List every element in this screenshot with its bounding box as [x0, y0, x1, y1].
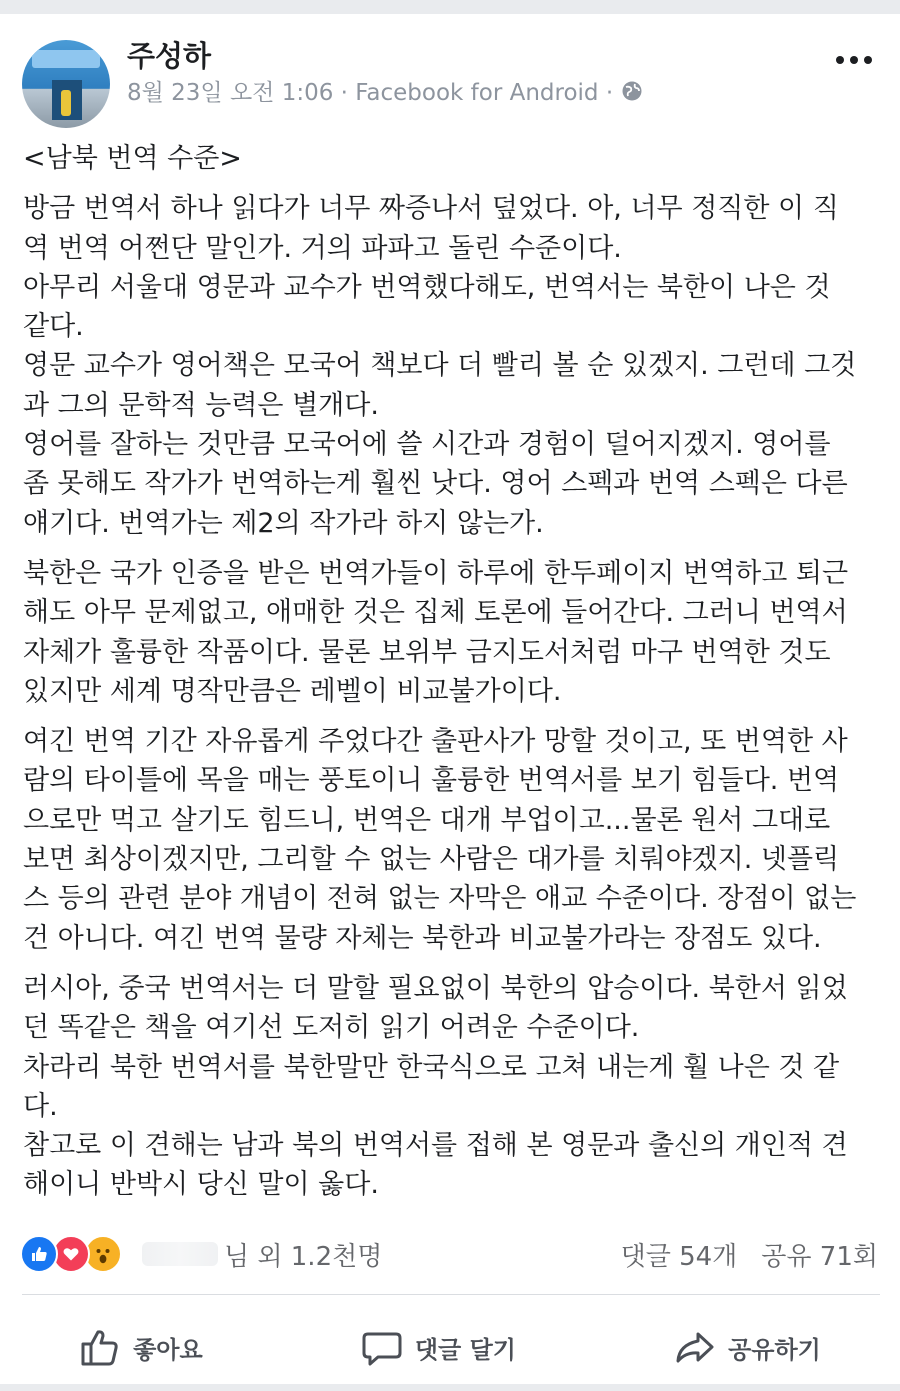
post-line: 해도 아무 문제없고, 애매한 것은 집체 토론에 들어간다. 그러니 번역서 [23, 597, 848, 629]
post-line: 보면 최상이겠지만, 그리할 수 없는 사람은 대가를 치뤄야겠지. 넷플릭 [23, 844, 840, 876]
reactors-text: 님 외 1.2천명 [224, 1241, 383, 1272]
share-label: 공유하기 [728, 1335, 821, 1364]
share-button[interactable] [674, 1326, 821, 1368]
share-count[interactable]: 공유 71회 [761, 1241, 878, 1272]
comment-count[interactable]: 댓글 54개 [620, 1241, 738, 1272]
post-line: 다. [23, 1090, 58, 1122]
post-title: <남북 번역 수준> [23, 143, 242, 174]
reactors-summary[interactable] [142, 1236, 382, 1272]
like-label: 좋아요 [133, 1335, 203, 1364]
speech-bubble-icon [361, 1326, 403, 1368]
post-line: 좀 못해도 작가가 번역하는게 훨씬 낫다. 영어 스펙과 번역 스펙은 다른 [23, 468, 848, 500]
divider [22, 1294, 880, 1295]
post-line: 방금 번역서 하나 읽다가 너무 짜증나서 덮었다. 아, 너무 정직한 이 직 [23, 193, 839, 225]
post-meta [127, 74, 643, 107]
post-line: 영문 교수가 영어책은 모국어 책보다 더 빨리 볼 순 있겠지. 그런데 그것 [23, 350, 857, 382]
more-dot [850, 56, 858, 64]
action-bar [0, 1310, 900, 1384]
post-line: 으로만 먹고 살기도 힘드니, 번역은 대개 부업이고...물론 원서 그대로 [23, 804, 831, 836]
post-meta-text[interactable]: 8월 23일 오전 1:06 · Facebook for Android · [127, 80, 614, 106]
avatar-person [61, 90, 71, 116]
author-name[interactable]: 주성하 [127, 39, 212, 73]
post-line: 람의 타이틀에 목을 매는 풍토이니 훌륭한 번역서를 보기 힘들다. 번역 [23, 765, 840, 797]
post-body [23, 139, 883, 1205]
post-line: 참고로 이 견해는 남과 북의 번역서를 접해 본 영문과 출신의 개인적 견 [23, 1130, 848, 1162]
blurred-reactor-name [142, 1242, 218, 1266]
post-line: 얘기다. 번역가는 제2의 작가라 하지 않는가. [23, 507, 544, 539]
post-paragraph [23, 722, 883, 958]
share-arrow-icon [674, 1326, 716, 1368]
engagement-counts [621, 1236, 878, 1272]
post-paragraphs [23, 189, 883, 1204]
reaction-icons[interactable] [20, 1236, 116, 1272]
post-line: 스 등의 관련 분야 개념이 전혀 없는 자막은 애교 수준이다. 장점이 없는 [23, 883, 857, 915]
post-paragraph [23, 969, 883, 1205]
post-line: 영어를 잘하는 것만큼 모국어에 쓸 시간과 경험이 덜어지겠지. 영어를 [23, 429, 831, 461]
comment-label: 댓글 달기 [414, 1335, 516, 1364]
post-line: 차라리 북한 번역서를 북한말만 한국식으로 고쳐 내는게 훨 나은 것 같 [23, 1051, 840, 1083]
post-line: 북한은 국가 인증을 받은 번역가들이 하루에 한두페이지 번역하고 퇴근 [23, 557, 849, 589]
globe-icon [621, 80, 643, 102]
more-dot [864, 56, 872, 64]
more-dot [836, 56, 844, 64]
post-line: 있지만 세계 명작만큼은 레벨이 비교불가이다. [23, 675, 562, 707]
post-line: 던 똑같은 책을 여기선 도저히 읽기 어려운 수준이다. [23, 1012, 640, 1044]
post-line: 아무리 서울대 영문과 교수가 번역했다해도, 번역서는 북한이 나은 것 [23, 271, 831, 303]
post-line: 해이니 반박시 당신 말이 옳다. [23, 1169, 379, 1201]
comment-button[interactable] [361, 1326, 516, 1368]
post-line: 역 번역 어쩐단 말인가. 거의 파파고 돌린 수준이다. [23, 232, 622, 264]
post-line: 같다. [23, 311, 84, 343]
post-line: 과 그의 문학적 능력은 별개다. [23, 389, 379, 421]
post-paragraph [23, 554, 883, 711]
post-line: 자체가 훌륭한 작품이다. 물론 보위부 금지도서처럼 마구 번역한 것도 [23, 636, 831, 668]
thumbs-up-icon [79, 1326, 121, 1368]
like-reaction-icon [20, 1235, 58, 1273]
like-button[interactable] [79, 1326, 203, 1368]
post-line: 건 아니다. 여긴 번역 물량 자체는 북한과 비교불가라는 장점도 있다. [23, 922, 822, 954]
more-icon[interactable] [836, 52, 872, 68]
post-line: 러시아, 중국 번역서는 더 말할 필요없이 북한의 압승이다. 북한서 읽었 [23, 972, 848, 1004]
avatar-roof [32, 50, 100, 68]
avatar[interactable] [22, 40, 110, 128]
post-line: 여긴 번역 기간 자유롭게 주었다간 출판사가 망할 것이고, 또 번역한 사 [23, 726, 848, 758]
post-paragraph [23, 189, 883, 543]
